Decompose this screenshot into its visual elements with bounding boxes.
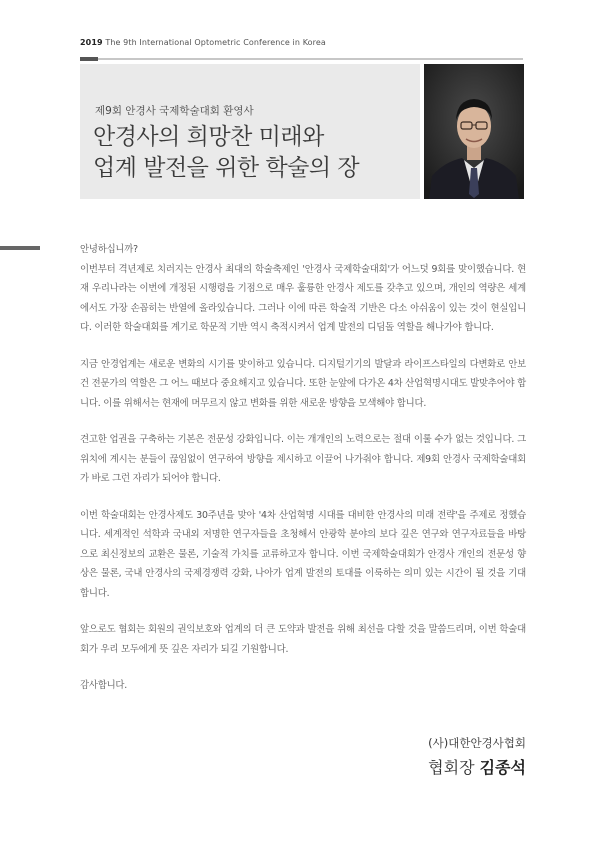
paragraph-5: 앞으로도 협회는 회원의 권익보호와 업계의 더 큰 도약과 발전을 위해 최선을 다할 것을 말씀드리며, 이번 학술대회가 우리 모두에게 뜻 깊은 자리가 되길 기원합니다. xyxy=(80,624,526,655)
signature-role: 협회장 xyxy=(428,758,475,777)
greeting: 안녕하십니까? xyxy=(80,244,138,255)
president-portrait xyxy=(424,64,524,199)
paragraph-4: 이번 학술대회는 안경사제도 30주년을 맞아 '4차 산업혁명 시대를 대비한 안경사의 미래 전략'을 주제로 정했습니다. 세계적인 석학과 국내외 저명한 연구자들을 초청해서 안광학 분야의 보다 깊은 연구와 연구자료들을 바탕으로 최신정보의 교환은 물론, 기술적 가치를 교류하고자 합니다. 이번 국제학술대회가 안경사 개인의 전문성 향상은 물론, 국내 안경사의 국제경쟁력 강화, 나아가 업계 발전의 토대를 이룩하는 의미 있는 시간이 될 것을 기대합니다. xyxy=(80,509,526,599)
paragraph-3: 견고한 업권을 구축하는 기본은 전문성 강화입니다. 이는 개개인의 노력으로는 절대 이룰 수가 없는 것입니다. 그 위치에 계시는 분들이 끊임없이 연구하여 방향을 제시하고 이끌어 나가줘야 합니다. 제9회 안경사 국제학술대회가 바로 그런 자리가 되어야 합니다. xyxy=(80,434,526,484)
signature-name-line xyxy=(428,755,526,778)
header-rule xyxy=(98,58,523,60)
banner-subtitle: 제9회 안경사 국제학술대회 환영사 xyxy=(95,105,254,117)
paragraph-1: 이번부터 격년제로 치러지는 안경사 최대의 학술축제인 '안경사 국제학술대회'가 어느덧 9회를 맞이했습니다. 현재 우리나라는 이번에 개정된 시행령을 기점으로 매우 훌륭한 안경사 제도를 갖추고 있으며, 개인의 역량은 세계에서도 가장 손꼽히는 반열에 올라있습니다. 그러나 이에 따른 학술적 기반은 다소 아쉬움이 있는 것이 현실입니다. 이러한 학술대회를 계기로 학문적 기반 역시 축적시켜서 업계 발전의 디딤돌 역할을 해나가야 합니다. xyxy=(80,263,526,333)
header-conference: The 9th International Optometric Conference in Korea xyxy=(105,38,326,47)
banner-title xyxy=(93,122,359,184)
paragraph-2: 지금 안경업계는 새로운 변화의 시기를 맞이하고 있습니다. 디지털기기의 발달과 라이프스타일의 다변화로 안보건 전문가의 역할은 그 어느 때보다 중요해지고 있습니다. 또한 눈앞에 다가온 4차 산업혁명시대도 발맞추어야 합니다. 이를 위해서는 현재에 머무르지 않고 변화를 위한 새로운 방향을 모색해야 합니다. xyxy=(80,358,527,409)
signature-name: 김종석 xyxy=(479,758,526,777)
banner-title-line-1: 안경사의 희망찬 미래와 xyxy=(93,124,324,150)
header-year: 2019 xyxy=(80,38,103,47)
title-banner xyxy=(80,64,420,199)
side-margin-mark xyxy=(0,246,40,250)
message-body xyxy=(80,240,526,713)
signature-organization: (사)대한안경사협회 xyxy=(428,736,526,750)
closing: 감사합니다. xyxy=(80,680,128,691)
running-header xyxy=(80,38,326,47)
header-rule-accent xyxy=(80,57,98,61)
banner-title-line-2: 업계 발전을 위한 학술의 장 xyxy=(93,155,360,181)
portrait-image xyxy=(424,64,524,199)
